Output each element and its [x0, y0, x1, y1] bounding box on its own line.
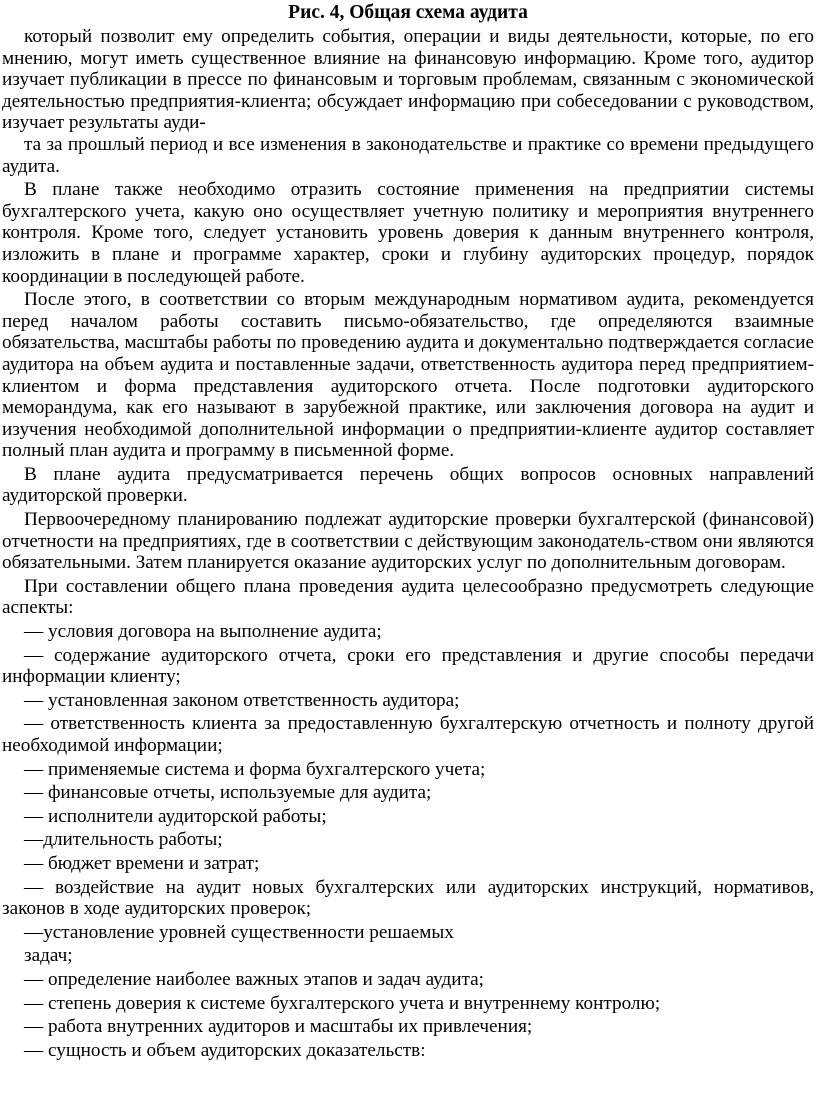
list-item: — финансовые отчеты, используемые для аудита;: [24, 782, 432, 804]
list-item: — степень доверия к системе бухгалтерского учета и внутреннему контролю;: [24, 992, 661, 1014]
list-item: — сущность и объем аудиторских доказательств:: [24, 1039, 426, 1061]
paragraph-7: При составлении общего плана проведения аудита целесообразно предусмотреть следующие аспекты:: [2, 575, 814, 619]
list-item: — определение наиболее важных этапов и задач аудита;: [24, 968, 484, 990]
list-item: задач;: [24, 945, 73, 967]
aspects-list: [2, 621, 814, 1061]
list-item: — бюджет времени и затрат;: [24, 852, 260, 874]
paragraph-3: В плане также необходимо отразить состояние применения на предприятии системы бухгалтерского учета, какую оно осуществляет учетную политику и мероприятия внутреннего контроля. Кроме того, следует установить уровень доверия к данным внутреннего контроля, изложить в плане и программе характер, сроки и глубину аудиторских процедур, порядок координации в последующей работе.: [2, 179, 814, 287]
paragraph-5: В плане аудита предусматривается перечень общих вопросов основных направлений аудиторской проверки.: [2, 463, 814, 507]
list-item: —длительность работы;: [24, 829, 223, 851]
figure-caption: Рис. 4, Общая схема аудита: [288, 2, 528, 23]
list-item: — работа внутренних аудиторов и масштабы их привлечения;: [24, 1016, 533, 1038]
list-item: — применяемые система и форма бухгалтерского учета;: [24, 758, 486, 780]
paragraph-4: После этого, в соответствии со вторым международным нормативом аудита, рекомендуется перед началом работы составить письмо-обязательство, где определяются взаимные обязательства, масштабы работы по проведению аудита и документально подтверждается согласие аудитора на объем аудита и поставленные задачи, ответственность аудитора перед предприятием-клиентом и форма представления аудиторского отчета. После подготовки аудиторского меморандума, как его называют в зарубежной практике, или заключения договора на аудит и изучения необходимой дополнительной информации о предприятии-клиенте аудитор составляет полный план аудита и программу в письменной форме.: [2, 289, 814, 462]
list-item: — ответственность клиента за предоставленную бухгалтерскую отчетность и полноту другой необходимой информации;: [2, 713, 814, 756]
paragraph-6: Первоочередному планированию подлежат аудиторские проверки бухгалтерской (финансовой) отчетности на предприятиях, где в соответствии с действующим законодатель-ством они являются обязательными. Затем планируется оказание аудиторских услуг по дополнительным договорам.: [2, 509, 814, 574]
list-item: — воздействие на аудит новых бухгалтерских или аудиторских инструкций, нормативов, законов в ходе аудиторских проверок;: [2, 876, 814, 920]
list-item: — установленная законом ответственность аудитора;: [24, 689, 460, 711]
list-item: — содержание аудиторского отчета, сроки его представления и другие способы передачи информации клиенту;: [2, 644, 814, 688]
document-page: [2, 2, 814, 1061]
list-item: — условия договора на выполнение аудита;: [24, 621, 382, 643]
paragraph-2: та за прошлый период и все изменения в законодательстве и практике со времени предыдущего аудита.: [2, 133, 814, 177]
list-item: —установление уровней существенности решаемых: [24, 921, 454, 943]
list-item: — исполнители аудиторской работы;: [24, 805, 327, 827]
paragraph-1: который позволит ему определить события, операции и виды деятельности, которые, по его мнению, могут иметь существенное влияние на финансовую информацию. Кроме того, аудитор изучает публикации в прессе по финансовым и торговым проблемам, связанным с экономической деятельностью предприятия-клиента; обсуждает информацию при собеседовании с руководством, изучает результаты ауди-: [2, 26, 814, 134]
